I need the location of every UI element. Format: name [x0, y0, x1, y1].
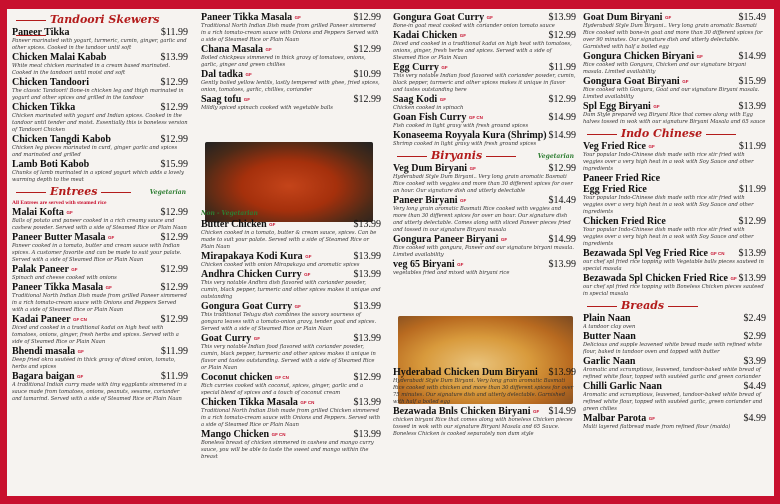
item-price: $12.99 [160, 314, 188, 325]
item-name: Malai Kofta [12, 207, 64, 218]
item-name: Palak Paneer [12, 264, 69, 275]
item-name-line [583, 413, 766, 424]
menu-item [583, 313, 766, 331]
item-price: $11.99 [738, 141, 766, 152]
dietary-tag: GF [105, 285, 112, 290]
item-description: This very notable Andhra dish flavored with coriander powder, cumin, black pepper, turmeric and other spices makes it unique and outstanding [201, 280, 381, 300]
menu-item [12, 282, 188, 314]
item-price: $12.99 [160, 77, 188, 88]
item-name: Gongura Chicken Biryani [583, 51, 695, 62]
dietary-tag: GF [253, 336, 261, 341]
dietary-tag: GF CN [72, 317, 87, 322]
item-description: Aromatic and scrumptious, leavened, tandoor-baked white bread of refined white flour, topped with sautéed garlic, green coriander and green chilies [583, 392, 763, 412]
column-3 [393, 12, 576, 492]
item-name: Paneer Tikka Masala [201, 12, 293, 23]
item-name: Veg Dum Biryani [393, 163, 468, 174]
item-price: $13.99 [548, 367, 576, 378]
non-veg-entrees-list [201, 219, 381, 461]
item-name: Andhra Chicken Curry [201, 269, 302, 280]
item-name-line [583, 313, 766, 324]
item-description: Boiled chickpeas simmered in thick gravy of tomatoes, onions, garlic, ginger and green chillies [201, 55, 366, 68]
menu-item [583, 12, 766, 51]
item-description: Your popular Indo-Chinese dish made with rice stir fried with veggies over a very high heat in a wok with Soy Sauce and other ingredients [583, 152, 754, 172]
item-description: Deep fried okra sautéed in thick gravy of diced onion, tomato, herbs and spices [12, 357, 176, 370]
item-description: Mildly spiced spinach cooked with vegetable balls [201, 105, 333, 111]
bottom-border [0, 496, 780, 504]
menu-item [393, 234, 576, 259]
menu-item [201, 44, 381, 69]
menu-item [201, 251, 381, 269]
menu-item [201, 94, 381, 112]
item-name: Lamb Boti Kabob [12, 159, 90, 170]
item-description: Hyderabadi Style Dum Biryani.. Very long grain aromatic Basmati Rice cooked with veggies and more than 30 different spices for over an hour. Our signature dish and utterly delectable [393, 174, 573, 194]
menu-item [393, 12, 576, 30]
item-description: Chicken marinated with yogurt and Indian spices. Cooked in the tandoor until tender and moist. Essentially this is boneless version of Tandoori Chicken [12, 113, 188, 133]
item-price: $4.99 [743, 413, 766, 424]
menu-item [201, 301, 381, 333]
item-name: Spl Egg Biryani [583, 101, 651, 112]
item-description: A tandoor clay oven [583, 324, 636, 330]
menu-item [12, 371, 188, 403]
biryani-item-list-2 [583, 12, 766, 126]
tandoori-item-list [12, 27, 188, 184]
item-name: Kadai Paneer [12, 314, 71, 325]
item-name: Butter Naan [583, 331, 636, 342]
item-description: our chef spl fried rice topping with Boneless Chicken pieces sauteed in special masala [583, 284, 764, 297]
dietary-tag: GF [648, 144, 655, 149]
item-price: $14.49 [548, 195, 576, 206]
item-description: Aromatic and scrumptious, leavened, tandoor-baked white bread of refined white flour, topped with sautéed garlic and green coriander [583, 367, 761, 380]
item-name-line [583, 381, 766, 392]
item-name: Paneer Tikka Masala [12, 282, 104, 293]
section-heading: Tandoori Skewers [50, 13, 160, 26]
item-price: $12.99 [160, 264, 188, 275]
menu-item [583, 173, 766, 184]
item-name: Saag tofu [201, 94, 242, 105]
item-name: Mango Chicken [201, 429, 270, 440]
item-price: $13.99 [353, 397, 381, 408]
item-name-line [583, 173, 766, 184]
item-name: Chilli Garlic Naan [583, 381, 662, 392]
menu-item [393, 259, 576, 277]
menu-item [393, 62, 576, 94]
item-name: Chicken Malai Kabab [12, 52, 107, 63]
menu-item [12, 314, 188, 346]
item-name: Butter Chicken [201, 219, 267, 230]
item-description: Rice cooked with gongura, Paneer and our signature biryani masala. Limited availability [393, 245, 574, 258]
item-name: Bezawada Spl Veg Fried Rice [583, 248, 708, 259]
dietary-tag: GF [730, 276, 737, 281]
menu-item [12, 134, 188, 159]
item-description: Fish cooked in light gravy with fresh ground spices [393, 123, 529, 129]
item-name: Paneer Tikka [12, 27, 70, 38]
menu-item [583, 273, 766, 298]
section-biryanis [393, 148, 576, 163]
item-price: $13.99 [738, 248, 766, 259]
vegetarian-label: Vegetarian [537, 153, 574, 160]
dietary-tag: GF [245, 72, 252, 77]
item-price: $12.99 [738, 216, 766, 227]
item-price: $14.99 [548, 130, 576, 141]
item-description: Rich curries cooked with coconut, spices, ginger, garlic and a special blend of spices and a touch of coconut cream [201, 383, 364, 396]
dietary-tag: GF CN [300, 400, 315, 405]
dietary-tag: GF [66, 210, 73, 215]
item-name: Gongura Goat Curry [201, 301, 293, 312]
menu-item [201, 69, 381, 94]
item-price: $13.99 [738, 101, 766, 112]
item-name: Coconut chicken [201, 372, 273, 383]
item-price: $4.49 [743, 381, 766, 392]
dietary-tag: GF [243, 97, 251, 102]
menu-item [12, 52, 188, 77]
menu-item [393, 367, 576, 406]
menu-item [12, 264, 188, 282]
menu-item [583, 331, 766, 356]
item-name: Chicken Fried Rice [583, 216, 666, 227]
item-description: Paneer cooked in a tomato, butter and cream sauce with Indian spices. A customer favorite and can be made to suit your palate. Served with a side of Steamed Rice or Plain Naan [12, 243, 182, 263]
item-description: Boneless breast of chicken simmered in cashew and mango curry sauce, you will be able to taste the sweet and mango within the breast [201, 440, 374, 460]
item-name: Bezawada Bnls Chicken Biryani [393, 406, 531, 417]
item-name: Chicken Tandoori [12, 77, 89, 88]
item-name: Konaseema Royyala Kura (Shrimp) [393, 130, 547, 141]
menu-item [583, 101, 766, 126]
dietary-tag: GF [533, 409, 540, 414]
item-name: Egg Fried Rice [583, 184, 647, 195]
item-price: $12.99 [353, 44, 381, 55]
item-description: Hyderabadi Style Dum Biryani.. Very long grain aromatic Basmati Rice cooked with bone-in goat and more than 30 different spices for over 90 minutes. Our signature dish and utterly delectable. Garnished with half a boiled egg [583, 23, 763, 50]
item-description: Spinach and cheese cooked with onions [12, 275, 117, 281]
item-description: Chicken cooked in spinach [393, 105, 464, 111]
section-indo-chinese [583, 126, 766, 141]
menu-item [201, 397, 381, 429]
item-name: Gongura Goat Biryani [583, 76, 680, 87]
item-price: $13.99 [353, 219, 381, 230]
dietary-tag: GF [304, 272, 311, 277]
item-price: $13.99 [548, 12, 576, 23]
item-price: $12.99 [160, 232, 188, 243]
item-price: $11.99 [160, 371, 188, 382]
item-description: The classic Tandoori! Bone-in chicken leg and thigh marinated in yogurt and other spices and grilled in the tandoor [12, 88, 184, 101]
menu-item [12, 159, 188, 184]
menu-item [12, 346, 188, 371]
menu-item [201, 219, 381, 251]
chicken-biryani-list [393, 367, 576, 438]
item-name: Chana Masala [201, 44, 263, 55]
item-name: Paneer Fried Rice [583, 173, 661, 184]
item-price: $13.99 [738, 273, 766, 284]
menu-item [583, 76, 766, 101]
item-price: $12.99 [353, 94, 381, 105]
menu-item [201, 372, 381, 397]
dietary-tag: GF [294, 304, 301, 309]
item-description: Delicious and supple leavened white bread made with refined white flour, baked in tandoor oven and topped with butter [583, 342, 762, 355]
item-description: White meat chicken marinated in a cream based marinated. Cooked in the tandoori until moist and soft [12, 63, 171, 76]
item-description: Your popular Indo-Chinese dish made with rice stir fried with veggies over a very high heat in a wok with Soy Sauce and other ingredients [583, 195, 754, 215]
item-name: Chicken Tikka [12, 102, 76, 113]
item-name: Malbar Parota [583, 413, 647, 424]
item-description: Traditional North Indian Dish made from grilled Chicken simmered in a rich tomato-cream sauce with Onions and Peppers. Served with a side of Steamed Rice or Plain Naan [201, 408, 381, 428]
item-price: $15.99 [738, 76, 766, 87]
item-price: $12.99 [160, 282, 188, 293]
menu-item [393, 30, 576, 62]
item-price: $14.99 [548, 112, 576, 123]
section-heading: Biryanis [431, 149, 483, 162]
menu-item [583, 381, 766, 413]
section-tandoori-skewers [12, 12, 188, 27]
dietary-tag: GF CN [271, 432, 286, 437]
menu-item [393, 195, 576, 234]
dietary-tag: GF CN [468, 115, 483, 120]
entrees-item-list [12, 207, 188, 403]
left-border [0, 0, 7, 504]
item-price: $12.99 [160, 102, 188, 113]
right-border [774, 0, 780, 504]
item-description: Diced and cooked in a traditional kadai on high heat with tomatoes, onions, ginger, fresh herbs and spices. Served with a side of Steamed Rice or Plain Naan [393, 41, 572, 61]
dietary-tag: GF CN [710, 251, 725, 256]
menu-item [583, 413, 766, 431]
item-name: Chicken Tikka Masala [201, 397, 298, 408]
item-name: Gongura Goat Curry [393, 12, 485, 23]
item-name: Paneer Butter Masala [12, 232, 106, 243]
item-price: $13.99 [353, 429, 381, 440]
menu-item [583, 184, 766, 216]
dietary-tag: GF [460, 198, 467, 203]
item-description: Your popular Indo-Chinese dish made with rice stir fried with veggies over a very high heat in a wok with Soy Sauce and other ingredients [583, 227, 754, 247]
dietary-tag: GF [459, 33, 466, 38]
menu-item [583, 356, 766, 381]
item-name: Egg Curry [393, 62, 439, 73]
vegetarian-label: Vegetarian [149, 189, 186, 196]
item-price: $15.99 [160, 159, 188, 170]
menu-item [201, 12, 381, 44]
item-name: Gongura Paneer Biryani [393, 234, 499, 245]
dietary-tag: GF [457, 262, 464, 267]
section-non-vegetarian [201, 204, 381, 219]
item-description: A traditional Indian curry made with tiny eggplants simmered in a sauce made from tomatoes, onions, peanuts, sesame, coriander and tamarind. Served with a side of Steamed Rice or Plain Naan [12, 382, 187, 402]
item-description: Bone-in goat meat cooked with coriander onion tomato sauce [393, 23, 555, 29]
dietary-tag: GF [108, 235, 115, 240]
item-price: $13.99 [353, 251, 381, 262]
photo-spacer [393, 277, 576, 367]
section-entrees [12, 184, 188, 199]
item-name: Chicken Tangdi Kabob [12, 134, 111, 145]
menu-item [393, 163, 576, 195]
top-border [0, 0, 780, 9]
item-price: $12.99 [548, 94, 576, 105]
item-name: Bhendi masala [12, 346, 76, 357]
menu-item [583, 248, 766, 273]
menu-item [201, 333, 381, 372]
dietary-tag: GF [682, 79, 689, 84]
item-name: Bagara baigan [12, 371, 75, 382]
item-description: This very notable Indian food flavored with coriander powder, cumin, black pepper, turmeric and other spices makes it unique in flavor and tastes outstanding here [393, 73, 576, 93]
item-price: $11.99 [738, 184, 766, 195]
dietary-tag: GF [439, 97, 446, 102]
item-price: $12.99 [548, 163, 576, 174]
item-name: Paneer Biryani [393, 195, 458, 206]
item-price: $11.99 [160, 346, 188, 357]
dietary-tag: GF [77, 374, 84, 379]
menu-item [583, 141, 766, 173]
item-name: Garlic Naan [583, 356, 636, 367]
menu-item [12, 207, 188, 232]
item-name: Bezawada Spl Chicken Fried Rice [583, 273, 728, 284]
dietary-tag: GF [664, 15, 672, 20]
item-price: $12.99 [353, 372, 381, 383]
item-description: Gently boiled yellow lentils, lastly tempered with ghee, fried spices, onion, tomatoes, garlic, chillies, coriander [201, 80, 380, 93]
item-price: $13.99 [548, 259, 576, 270]
item-description: Rice cooked with Gongura, Goat and our signature Biryani masala. Limited availability [583, 87, 760, 100]
dietary-tag: GF [265, 47, 272, 52]
section-heading: Indo Chinese [621, 127, 703, 140]
item-description: Chunks of lamb marinated in a spiced yogurt which adds a lovely warming depth to the meat [12, 170, 184, 183]
menu-item [12, 232, 188, 264]
item-price: $14.99 [548, 234, 576, 245]
curries-item-list [393, 12, 576, 148]
menu-item [201, 269, 381, 301]
item-name: Goan Fish Curry [393, 112, 467, 123]
dietary-tag: GF [500, 237, 508, 242]
column-4 [583, 12, 766, 492]
item-description: Very long grain aromatic Basmati Rice cooked with veggies and more than 30 different spices for over an hour. Our signature dish and utterly delectable. Comes along with sliced Paneer pieces fried and tossed in our signature Biryani masala [393, 206, 571, 233]
item-price: $13.99 [353, 301, 381, 312]
item-price: $12.99 [548, 30, 576, 41]
item-price: $3.99 [743, 356, 766, 367]
item-description: our chef spl fried rice topping with Vegetable balls pieces sauteed in special masala [583, 259, 764, 272]
item-price: $13.99 [353, 333, 381, 344]
menu-item [393, 406, 576, 438]
menu-item [583, 216, 766, 248]
menu-item [393, 112, 576, 130]
section-breads [583, 298, 766, 313]
item-name: Saag Kodi [393, 94, 438, 105]
dietary-tag: GF [305, 254, 312, 259]
item-name: Hyderabad Chicken Dum Biryani [393, 367, 538, 378]
item-price: $12.99 [353, 12, 381, 23]
non-vegetarian-label: Non - Vegetarian [201, 210, 258, 217]
item-description: Chicken leg pieces marinated in curd, ginger garlic and spices and marinated and grilled [12, 145, 178, 158]
item-price: $13.99 [160, 52, 188, 63]
item-description: Traditional North Indian Dish made from grilled Paneer simmered in a rich tomato-cream sauce with Onions and Peppers Served with a side of Steamed Rice or Plain Naan [201, 23, 379, 43]
section-heading: Entrees [50, 185, 98, 198]
menu-item [393, 94, 576, 112]
item-description: Shrimp cooked in light gravy with fresh ground spices [393, 141, 537, 147]
item-description: vegetables fried and mixed with biryani rice [393, 270, 510, 276]
item-description: This traditional Telugu dish combines the savory sourness of gongura leaves with a tomato-onion gravy, tender goat and spices. Served with a side of Steamed Rice or Plain Naan [201, 312, 377, 332]
item-name: Veg Fried Rice [583, 141, 646, 152]
item-name-line [583, 331, 766, 342]
dietary-tag: GF CN [274, 375, 289, 380]
item-name: Dal tadka [201, 69, 243, 80]
item-name-line [583, 356, 766, 367]
item-price: $10.99 [353, 69, 381, 80]
biryani-item-list [393, 163, 576, 277]
item-description: Balls of potato and paneer cooked in a rich creamy sauce and cashew powder. Served with a side of Steamed Rice or Plain Naan [12, 218, 187, 231]
item-name: Mirapakaya Kodi Kura [201, 251, 303, 262]
menu-item [583, 51, 766, 76]
item-name: Goat Dum Biryani [583, 12, 663, 23]
item-name: Kadai Chicken [393, 30, 458, 41]
menu-item [12, 27, 188, 52]
item-price: $14.99 [738, 51, 766, 62]
item-price: $13.99 [353, 269, 381, 280]
column-1 [12, 12, 188, 492]
item-description: chicken biryani Rice that comes along with boneless Chicken pieces tossed in wok with our signature Biryani Masala and 65 Sauce. Boneless Chicken is cooked separately non dum style [393, 417, 573, 437]
dietary-tag: GF [294, 15, 301, 20]
item-description: Multi layered flatbread made from refined flour (maida) [583, 424, 731, 430]
item-price: $14.99 [548, 406, 576, 417]
dietary-tag: GF [441, 65, 448, 70]
item-price: $11.99 [548, 62, 576, 73]
entrees-subtitle: All Entrees are served with steamed rice [12, 200, 107, 206]
item-price: $12.99 [160, 134, 188, 145]
item-price: $15.49 [738, 12, 766, 23]
dietary-tag: GF [469, 166, 476, 171]
item-name: Goat Curry [201, 333, 252, 344]
item-description: Chicken cooked in a tomato, butter & cream sauce, spices. Can be made to suit your palate. Served with a side of Steamed Rice or Plain Naan [201, 230, 377, 250]
item-description: Paneer marinated with yogurt, turmeric, cumin, ginger, garlic and other spices. Cooked in the tandoor until soft [12, 38, 187, 51]
breads-item-list [583, 313, 766, 431]
item-description: Traditional North Indian Dish made from grilled Paneer simmered in a rich tomato-cream sauce with Onions and Peppers Served with a side of Steamed Rice or Plain Naan [12, 293, 187, 313]
photo-spacer [201, 112, 381, 204]
item-name: Plain Naan [583, 313, 631, 324]
dietary-tag: GF [648, 416, 655, 421]
section-heading: Breads [621, 299, 665, 312]
dietary-tag: GF [71, 267, 78, 272]
indo-chinese-item-list [583, 141, 766, 298]
item-description: Diced and cooked in a traditional kadai on high heat with tomatoes, onions, ginger, fresh herbs and spices. Served with a side of Steamed Rice or Plain Naan [12, 325, 179, 345]
dietary-tag: GF [77, 349, 84, 354]
item-name: veg 65 Biryani [393, 259, 455, 270]
item-price: $2.49 [743, 313, 766, 324]
item-description: Rice cooked with Gongura, Chicken and our signature biryani masala. Limited availability [583, 62, 747, 75]
menu-item [12, 77, 188, 102]
menu-item [201, 429, 381, 461]
column-2 [201, 12, 381, 492]
dietary-tag: GF [269, 222, 276, 227]
menu-item [393, 130, 576, 148]
item-price: $12.99 [160, 207, 188, 218]
item-description: Hyderabadi Style Dum Biryani. Very long grain aromatic Basmati Rice cooked with chicken and more than 30 different spices for over 75 minutes. Our signature dish and utterly delectable. Garnished with half a boiled egg [393, 378, 574, 405]
item-description: Chicken cooked with onion Mirapakaya and aromatic spices [201, 262, 360, 268]
vegetarian-entrees-list [201, 12, 381, 112]
dietary-tag: GF [486, 15, 493, 20]
item-price: $2.99 [743, 331, 766, 342]
dietary-tag: GF [696, 54, 703, 59]
item-description: This very notable Indian food flavored with coriander powder, cumin, black pepper, turmeric and other spices makes it unique in flavor and tastes outstanding. Served with a side of Steamed Rice or Plain Naan [201, 344, 376, 371]
item-price: $11.99 [160, 27, 188, 38]
dietary-tag: GF [653, 104, 660, 109]
item-description: Dum Style prepared veg Biryani Rice that comes along with Egg halves tossed in wok with our signature Biryani Masala and 65 sauce [583, 112, 766, 125]
menu-item [12, 102, 188, 134]
